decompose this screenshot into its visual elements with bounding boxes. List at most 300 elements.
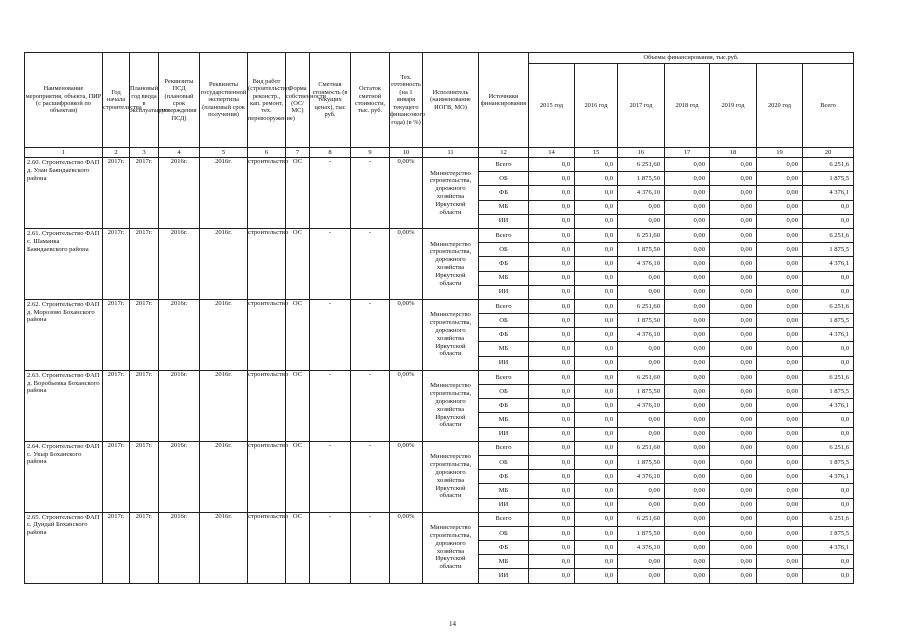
cost-remainder: - <box>351 441 390 512</box>
financing-value: 6 251,6 <box>803 299 854 313</box>
psd-date: 2016г. <box>159 299 200 370</box>
financing-value: 0,0 <box>575 427 618 441</box>
financing-value: 0,0 <box>575 257 618 271</box>
header-total: Всего <box>803 64 854 148</box>
financing-value: 0,0 <box>529 271 575 285</box>
financing-value: 0,00 <box>710 356 757 370</box>
commission-year: 2017г. <box>130 512 159 583</box>
ownership-form: ОС <box>286 370 310 441</box>
financing-value: 0,0 <box>803 427 854 441</box>
financing-value: 0,00 <box>618 271 665 285</box>
financing-source: МБ <box>479 271 529 285</box>
financing-source: Всего <box>479 370 529 384</box>
financing-value: 0,00 <box>665 299 710 313</box>
column-number: 12 <box>479 148 529 158</box>
financing-value: 0,00 <box>710 172 757 186</box>
financing-value: 0,0 <box>529 541 575 555</box>
column-number-row <box>25 148 854 158</box>
financing-table <box>24 52 854 584</box>
financing-value: 0,0 <box>575 299 618 313</box>
financing-value: 0,00 <box>665 214 710 228</box>
financing-value: 0,00 <box>757 214 803 228</box>
financing-value: 0,0 <box>529 413 575 427</box>
object-name: 2.62. Строительство ФАП д. Морозово Боханского района <box>25 299 103 370</box>
financing-source: ИИ <box>479 214 529 228</box>
financing-value: 0,0 <box>529 484 575 498</box>
financing-value: 0,00 <box>757 399 803 413</box>
financing-value: 0,00 <box>710 470 757 484</box>
financing-value: 0,00 <box>665 186 710 200</box>
financing-value: 0,0 <box>575 271 618 285</box>
financing-source: МБ <box>479 555 529 569</box>
financing-source: ИИ <box>479 569 529 583</box>
financing-value: 0,0 <box>529 399 575 413</box>
financing-value: 0,00 <box>757 370 803 384</box>
financing-value: 0,00 <box>710 541 757 555</box>
financing-value: 0,00 <box>665 271 710 285</box>
financing-value: 4 376,10 <box>618 257 665 271</box>
financing-source: ФБ <box>479 257 529 271</box>
financing-source: ФБ <box>479 328 529 342</box>
start-year: 2017г. <box>103 299 130 370</box>
financing-value: 1 875,50 <box>618 526 665 540</box>
financing-value: 0,00 <box>618 484 665 498</box>
financing-value: 0,00 <box>665 470 710 484</box>
table-row <box>25 228 854 242</box>
header-psd: Реквизиты ПСД (плановый срок утверждения ПСД) <box>159 53 200 148</box>
financing-value: 0,00 <box>710 484 757 498</box>
financing-value: 0,00 <box>665 455 710 469</box>
financing-source: МБ <box>479 200 529 214</box>
header-name: Наименование мероприятия, объекта, ПИР (с расшифровкой по объектам) <box>25 53 103 148</box>
financing-value: 0,0 <box>803 356 854 370</box>
financing-source: ОБ <box>479 526 529 540</box>
financing-value: 1 875,50 <box>618 455 665 469</box>
financing-value: 4 376,1 <box>803 399 854 413</box>
column-number: 1 <box>25 148 103 158</box>
financing-value: 0,00 <box>757 257 803 271</box>
financing-value: 0,00 <box>710 413 757 427</box>
header-executor: Исполнитель (наименование ИОГВ, МО) <box>423 53 479 148</box>
financing-source: МБ <box>479 484 529 498</box>
column-number: 19 <box>757 148 803 158</box>
financing-value: 0,00 <box>618 342 665 356</box>
financing-value: 1 875,50 <box>618 314 665 328</box>
ownership-form: ОС <box>286 512 310 583</box>
financing-value: 0,00 <box>665 399 710 413</box>
column-number: 4 <box>159 148 200 158</box>
financing-value: 0,00 <box>710 328 757 342</box>
executor: Министерство строительства, дорожного хозяйства Иркутской области <box>423 299 479 370</box>
financing-value: 0,0 <box>803 569 854 583</box>
financing-value: 0,0 <box>803 413 854 427</box>
financing-value: 0,00 <box>665 228 710 242</box>
estimated-cost: - <box>310 370 351 441</box>
financing-value: 0,00 <box>618 555 665 569</box>
financing-value: 0,00 <box>665 427 710 441</box>
header-sources: Источники финансирования <box>479 53 529 148</box>
column-number: 16 <box>618 148 665 158</box>
header-expertise: Реквизиты государственной экспертизы (плановый срок получения) <box>200 53 248 148</box>
financing-value: 0,00 <box>665 257 710 271</box>
financing-value: 0,00 <box>710 441 757 455</box>
psd-date: 2016г. <box>159 228 200 299</box>
header-commission-year: Плановый год ввода в эксплуатацию <box>130 53 159 148</box>
column-number: 3 <box>130 148 159 158</box>
object-name: 2.61. Строительство ФАП с. Шаманка Баяндаевского района <box>25 228 103 299</box>
financing-value: 0,00 <box>618 413 665 427</box>
cost-remainder: - <box>351 299 390 370</box>
column-number: 9 <box>351 148 390 158</box>
financing-value: 6 251,6 <box>803 512 854 526</box>
financing-value: 0,0 <box>575 342 618 356</box>
column-number: 2 <box>103 148 130 158</box>
financing-value: 0,00 <box>757 342 803 356</box>
financing-value: 0,00 <box>710 399 757 413</box>
financing-source: Всего <box>479 299 529 313</box>
financing-value: 0,00 <box>665 158 710 172</box>
financing-value: 0,0 <box>575 541 618 555</box>
financing-value: 6 251,6 <box>803 228 854 242</box>
financing-value: 4 376,1 <box>803 541 854 555</box>
financing-value: 0,0 <box>575 370 618 384</box>
financing-value: 1 875,5 <box>803 526 854 540</box>
financing-value: 0,0 <box>803 484 854 498</box>
financing-value: 4 376,1 <box>803 257 854 271</box>
financing-value: 0,00 <box>710 158 757 172</box>
financing-value: 0,00 <box>710 214 757 228</box>
financing-value: 6 251,60 <box>618 158 665 172</box>
financing-value: 4 376,10 <box>618 399 665 413</box>
financing-value: 0,0 <box>575 484 618 498</box>
financing-source: ФБ <box>479 399 529 413</box>
column-number: 15 <box>575 148 618 158</box>
financing-value: 0,00 <box>710 498 757 512</box>
estimated-cost: - <box>310 299 351 370</box>
financing-value: 1 875,5 <box>803 385 854 399</box>
financing-table-sheet <box>24 52 853 584</box>
financing-value: 4 376,10 <box>618 470 665 484</box>
financing-value: 0,00 <box>710 257 757 271</box>
financing-value: 0,00 <box>710 228 757 242</box>
column-number: 20 <box>803 148 854 158</box>
financing-value: 0,0 <box>575 512 618 526</box>
financing-value: 0,00 <box>665 314 710 328</box>
expertise-date: 2016г. <box>200 441 248 512</box>
start-year: 2017г. <box>103 228 130 299</box>
financing-value: 0,00 <box>710 385 757 399</box>
financing-value: 0,00 <box>710 271 757 285</box>
financing-value: 1 875,50 <box>618 385 665 399</box>
header-financing-group: Объемы финансирования, тыс.руб. <box>529 53 854 64</box>
financing-value: 0,0 <box>575 243 618 257</box>
header-remainder: Остаток сметной стоимости, тыс. руб. <box>351 53 390 148</box>
financing-value: 0,00 <box>618 214 665 228</box>
financing-value: 4 376,10 <box>618 328 665 342</box>
financing-value: 0,0 <box>529 214 575 228</box>
financing-value: 0,0 <box>529 526 575 540</box>
financing-value: 0,0 <box>529 228 575 242</box>
financing-value: 6 251,60 <box>618 228 665 242</box>
financing-value: 0,0 <box>575 555 618 569</box>
psd-date: 2016г. <box>159 441 200 512</box>
financing-value: 0,00 <box>757 484 803 498</box>
financing-value: 0,00 <box>710 555 757 569</box>
financing-value: 0,00 <box>710 512 757 526</box>
financing-source: ФБ <box>479 470 529 484</box>
financing-value: 6 251,60 <box>618 512 665 526</box>
financing-value: 0,00 <box>757 526 803 540</box>
financing-value: 6 251,60 <box>618 441 665 455</box>
financing-value: 0,00 <box>665 342 710 356</box>
financing-value: 0,00 <box>757 498 803 512</box>
financing-value: 0,0 <box>529 257 575 271</box>
financing-value: 0,0 <box>529 441 575 455</box>
executor: Министерство строительства, дорожного хозяйства Иркутской области <box>423 441 479 512</box>
object-name: 2.65. Строительство ФАП с. Дундай Боханского района <box>25 512 103 583</box>
financing-value: 0,00 <box>710 427 757 441</box>
ownership-form: ОС <box>286 441 310 512</box>
financing-value: 0,00 <box>665 370 710 384</box>
executor: Министерство строительства, дорожного хозяйства Иркутской области <box>423 512 479 583</box>
page-number: 14 <box>449 620 456 628</box>
financing-source: Всего <box>479 158 529 172</box>
financing-source: ОБ <box>479 172 529 186</box>
table-row <box>25 370 854 384</box>
financing-value: 0,00 <box>665 328 710 342</box>
financing-value: 0,00 <box>710 186 757 200</box>
financing-value: 4 376,10 <box>618 186 665 200</box>
readiness-percent: 0,00% <box>390 512 423 583</box>
table-row <box>25 299 854 313</box>
financing-value: 0,00 <box>665 484 710 498</box>
object-name: 2.63. Строительство ФАП д. Воробьевка Боханского района <box>25 370 103 441</box>
financing-value: 0,00 <box>665 356 710 370</box>
financing-value: 0,00 <box>665 541 710 555</box>
financing-value: 0,0 <box>803 271 854 285</box>
financing-value: 0,00 <box>710 285 757 299</box>
financing-value: 0,0 <box>529 342 575 356</box>
financing-source: ИИ <box>479 498 529 512</box>
financing-value: 6 251,60 <box>618 370 665 384</box>
financing-value: 0,00 <box>665 172 710 186</box>
financing-value: 1 875,5 <box>803 314 854 328</box>
expertise-date: 2016г. <box>200 158 248 229</box>
readiness-percent: 0,00% <box>390 441 423 512</box>
financing-value: 0,00 <box>710 526 757 540</box>
financing-value: 0,0 <box>575 526 618 540</box>
financing-value: 0,0 <box>803 200 854 214</box>
financing-value: 0,00 <box>757 186 803 200</box>
financing-value: 0,00 <box>618 498 665 512</box>
financing-value: 0,0 <box>575 413 618 427</box>
financing-value: 4 376,1 <box>803 470 854 484</box>
expertise-date: 2016г. <box>200 370 248 441</box>
financing-value: 0,00 <box>757 200 803 214</box>
header-ownership: Форма собственности (ОС/МС) <box>286 53 310 148</box>
financing-source: ИИ <box>479 356 529 370</box>
financing-source: ФБ <box>479 541 529 555</box>
expertise-date: 2016г. <box>200 299 248 370</box>
financing-value: 0,0 <box>803 285 854 299</box>
object-name: 2.60. Строительство ФАП д. Улан Баяндаевского района <box>25 158 103 229</box>
financing-value: 0,0 <box>575 470 618 484</box>
financing-value: 0,0 <box>575 498 618 512</box>
financing-value: 0,0 <box>529 172 575 186</box>
readiness-percent: 0,00% <box>390 370 423 441</box>
financing-value: 0,00 <box>710 299 757 313</box>
financing-value: 0,00 <box>757 555 803 569</box>
financing-value: 0,00 <box>757 427 803 441</box>
financing-value: 0,00 <box>757 243 803 257</box>
financing-value: 0,00 <box>618 356 665 370</box>
executor: Министерство строительства, дорожного хозяйства Иркутской области <box>423 370 479 441</box>
financing-value: 0,00 <box>618 285 665 299</box>
header-year-2018: 2018 год <box>665 64 710 148</box>
financing-value: 0,0 <box>803 555 854 569</box>
financing-value: 0,0 <box>529 314 575 328</box>
financing-value: 4 376,1 <box>803 186 854 200</box>
financing-value: 0,0 <box>575 186 618 200</box>
financing-value: 0,00 <box>757 172 803 186</box>
financing-source: Всего <box>479 441 529 455</box>
financing-value: 0,00 <box>665 569 710 583</box>
financing-value: 4 376,10 <box>618 541 665 555</box>
financing-value: 0,0 <box>529 512 575 526</box>
header-year-2019: 2019 год <box>710 64 757 148</box>
commission-year: 2017г. <box>130 228 159 299</box>
financing-value: 0,00 <box>757 158 803 172</box>
object-name: 2.64. Строительство ФАП с. Укыр Боханского района <box>25 441 103 512</box>
start-year: 2017г. <box>103 441 130 512</box>
financing-value: 0,00 <box>757 385 803 399</box>
financing-value: 0,0 <box>529 455 575 469</box>
financing-value: 0,0 <box>529 285 575 299</box>
column-number: 17 <box>665 148 710 158</box>
expertise-date: 2016г. <box>200 228 248 299</box>
financing-value: 0,0 <box>529 370 575 384</box>
financing-value: 0,00 <box>665 512 710 526</box>
financing-value: 0,00 <box>618 569 665 583</box>
financing-value: 4 376,1 <box>803 328 854 342</box>
financing-value: 0,0 <box>529 569 575 583</box>
financing-value: 1 875,50 <box>618 172 665 186</box>
ownership-form: ОС <box>286 158 310 229</box>
start-year: 2017г. <box>103 158 130 229</box>
estimated-cost: - <box>310 158 351 229</box>
table-row <box>25 512 854 526</box>
executor: Министерство строительства, дорожного хозяйства Иркутской области <box>423 158 479 229</box>
work-type: строительство <box>248 299 286 370</box>
financing-value: 0,0 <box>529 470 575 484</box>
financing-value: 1 875,5 <box>803 455 854 469</box>
financing-value: 0,0 <box>529 356 575 370</box>
column-number: 11 <box>423 148 479 158</box>
financing-value: 0,00 <box>665 526 710 540</box>
financing-value: 0,00 <box>710 243 757 257</box>
financing-value: 0,0 <box>529 427 575 441</box>
financing-value: 0,00 <box>757 569 803 583</box>
ownership-form: ОС <box>286 299 310 370</box>
financing-value: 0,0 <box>803 214 854 228</box>
financing-value: 0,00 <box>665 243 710 257</box>
psd-date: 2016г. <box>159 158 200 229</box>
work-type: строительство <box>248 512 286 583</box>
financing-source: ФБ <box>479 186 529 200</box>
column-number: 18 <box>710 148 757 158</box>
financing-value: 0,00 <box>618 200 665 214</box>
financing-value: 1 875,50 <box>618 243 665 257</box>
header-start-year: Год начала строительства <box>103 53 130 148</box>
ownership-form: ОС <box>286 228 310 299</box>
financing-value: 0,0 <box>575 455 618 469</box>
financing-value: 0,0 <box>575 285 618 299</box>
financing-value: 0,00 <box>757 541 803 555</box>
readiness-percent: 0,00% <box>390 228 423 299</box>
financing-value: 0,0 <box>529 158 575 172</box>
header-cost: Сметная стоимость (в текущих ценах), тыс руб. <box>310 53 351 148</box>
financing-value: 0,0 <box>575 200 618 214</box>
psd-date: 2016г. <box>159 370 200 441</box>
financing-value: 0,0 <box>529 299 575 313</box>
financing-value: 0,00 <box>710 314 757 328</box>
column-number: 7 <box>286 148 310 158</box>
financing-value: 0,00 <box>757 356 803 370</box>
executor: Министерство строительства, дорожного хозяйства Иркутской области <box>423 228 479 299</box>
financing-value: 0,00 <box>618 427 665 441</box>
column-number: 6 <box>248 148 286 158</box>
financing-value: 0,00 <box>665 413 710 427</box>
financing-value: 0,00 <box>757 285 803 299</box>
readiness-percent: 0,00% <box>390 158 423 229</box>
header-year-2017: 2017 год <box>618 64 665 148</box>
financing-value: 0,0 <box>575 158 618 172</box>
header-work-type: Вид работ (строительство, реконстр., кап. ремонт, тех. перевооружение) <box>248 53 286 148</box>
financing-source: ОБ <box>479 455 529 469</box>
financing-value: 0,00 <box>757 512 803 526</box>
financing-value: 0,0 <box>575 228 618 242</box>
financing-value: 6 251,60 <box>618 299 665 313</box>
work-type: строительство <box>248 228 286 299</box>
financing-value: 0,0 <box>803 342 854 356</box>
financing-value: 0,00 <box>757 314 803 328</box>
financing-value: 0,00 <box>710 455 757 469</box>
psd-date: 2016г. <box>159 512 200 583</box>
financing-value: 0,0 <box>529 186 575 200</box>
work-type: строительство <box>248 441 286 512</box>
financing-value: 0,0 <box>803 498 854 512</box>
financing-value: 0,00 <box>710 200 757 214</box>
estimated-cost: - <box>310 228 351 299</box>
financing-value: 6 251,6 <box>803 158 854 172</box>
financing-value: 0,0 <box>575 328 618 342</box>
financing-value: 0,00 <box>665 498 710 512</box>
financing-value: 0,0 <box>575 385 618 399</box>
cost-remainder: - <box>351 370 390 441</box>
financing-value: 6 251,6 <box>803 441 854 455</box>
financing-value: 0,0 <box>575 356 618 370</box>
expertise-date: 2016г. <box>200 512 248 583</box>
financing-value: 0,0 <box>575 172 618 186</box>
financing-source: ОБ <box>479 243 529 257</box>
financing-value: 1 875,5 <box>803 172 854 186</box>
financing-value: 0,00 <box>757 441 803 455</box>
financing-source: ИИ <box>479 427 529 441</box>
financing-source: МБ <box>479 342 529 356</box>
financing-value: 0,00 <box>710 342 757 356</box>
financing-value: 0,00 <box>757 455 803 469</box>
readiness-percent: 0,00% <box>390 299 423 370</box>
